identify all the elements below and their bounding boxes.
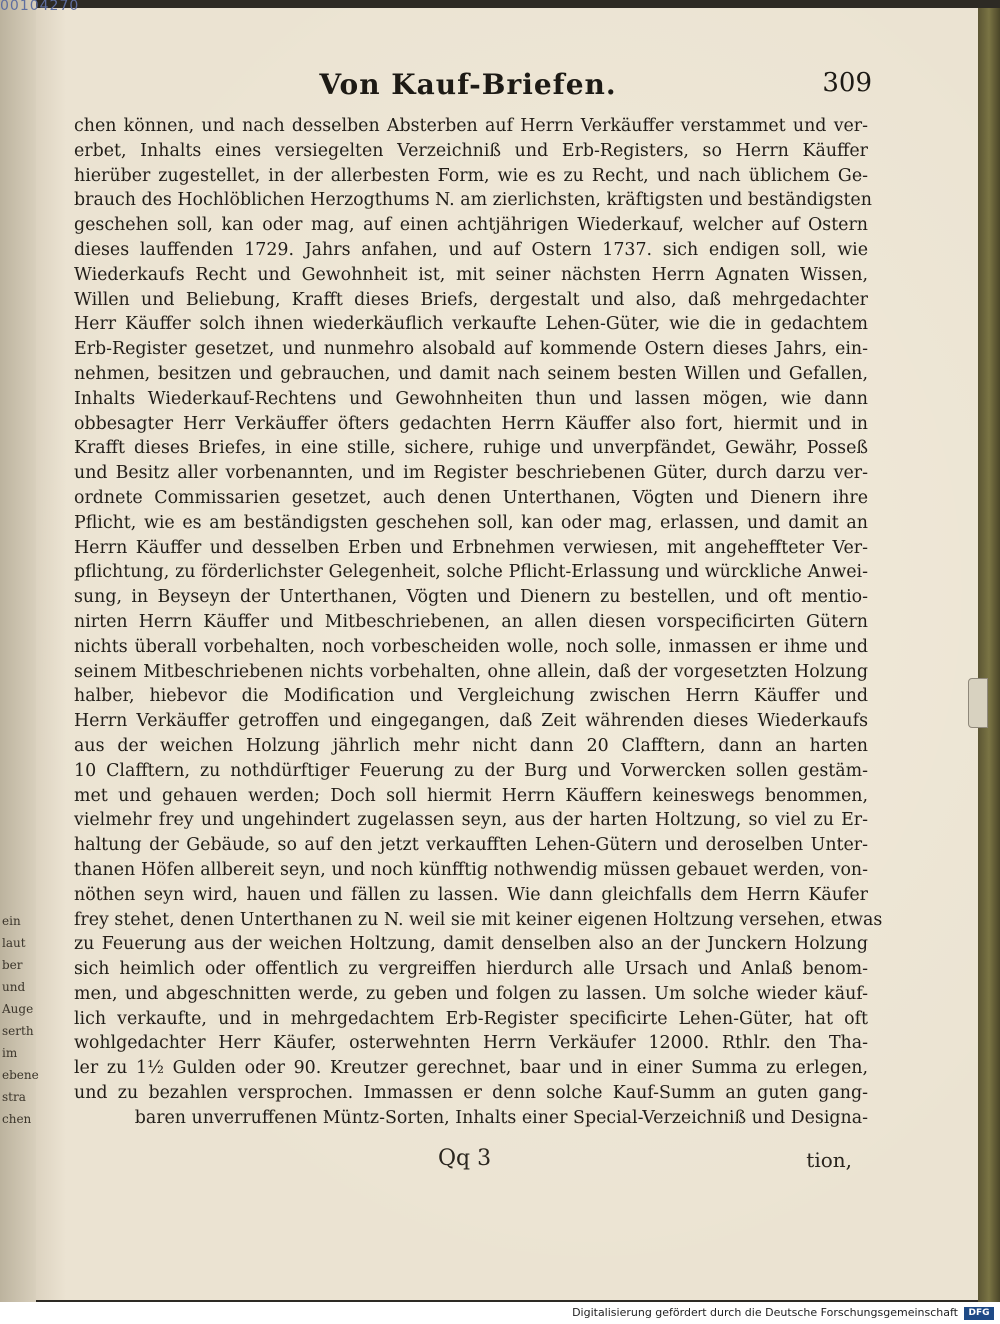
dfg-logo: DFG [964,1307,994,1320]
margin-fragment: und [2,980,26,994]
text-line: Herr Käuffer solch ihnen wiederkäuflich verkaufte Lehen-Güter, wie die in gedachtem [74,314,868,335]
text-line: nöthen seyn wird, hauen und fällen zu lassen. Wie dann gleichfalls dem Herrn Käufer [74,884,868,905]
text-line: obbesagter Herr Verkäuffer öfters gedachten Herrn Käuffer also fort, hiermit und in [74,413,868,434]
library-stamp: 00104270 [0,0,80,14]
text-line: Willen und Beliebung, Krafft dieses Briefs, dergestalt und also, daß mehrgedachter [74,289,868,310]
text-line: brauch des Hochlöblichen Herzogthums N. am zierlichsten, kräftigsten und beständigsten [74,190,872,211]
text-line: met und gehauen werden; Doch soll hiermit Herrn Käuffern keineswegs benommen, [74,785,868,806]
paper-page [8,8,980,1300]
text-line: seinem Mitbeschriebenen nichts vorbehalten, ohne allein, daß der vorgesetzten Holzung [74,661,868,682]
margin-fragment: chen [2,1112,32,1126]
text-line: men, und abgeschnitten werde, zu geben und folgen zu lassen. Um solche wieder käuf- [74,983,868,1004]
text-line: ler zu 1½ Gulden oder 90. Kreutzer gerechnet, baar und in einer Summa zu erlegen, [74,1058,868,1079]
text-line: haltung der Gebäude, so auf den jetzt verkaufften Lehen-Gütern und deroselben Unter- [74,835,868,856]
margin-fragment: stra [2,1090,26,1104]
text-line: und Besitz aller vorbenannten, und im Register beschriebenen Güter, durch darzu ver- [74,463,868,484]
text-line: geschehen soll, kan oder mag, auf einen achtjährigen Wiederkauf, welcher auf Ostern [74,215,868,236]
page-title: Von Kauf-Briefen. [319,68,617,101]
margin-fragment: im [2,1046,18,1060]
body-text [74,114,883,1131]
text-line: nehmen, besitzen und gebrauchen, und damit nach seinem besten Willen und Gefallen, [74,363,868,384]
text-line: nichts überall vorbehalten, noch vorbescheiden wolle, noch solle, inmassen er ihme und [74,636,868,657]
text-line: nirten Herrn Käuffer und Mitbeschriebenen, an allen diesen vorspecificirten Gütern [74,611,868,632]
text-line: Krafft dieses Briefes, in eine stille, sichere, ruhige und unverpfändet, Gewähr, Posseß [74,438,868,459]
text-line: ordnete Commissarien gesetzet, auch denen Unterthanen, Vögten und Dienern ihre [74,487,868,508]
text-line: halber, hiebevor die Modification und Vergleichung zwischen Herrn Käuffer und [74,686,868,707]
text-line: chen können, und nach desselben Absterben auf Herrn Verkäuffer verstammet und ver- [74,116,868,136]
page-clip [968,678,988,728]
text-line: Herrn Käuffer und desselben Erben und Erbnehmen verwiesen, mit angeheffteter Ver- [74,537,868,558]
book-edge [978,8,1000,1302]
text-line: Inhalts Wiederkauf-Rechtens und Gewohnheiten thun und lassen mögen, wie dann [74,388,868,409]
text-line: lich verkaufte, und in mehrgedachtem Erb-Register specificirte Lehen-Güter, hat oft [74,1008,868,1029]
text-line: Wiederkaufs Recht und Gewohnheit ist, mit seiner nächsten Herrn Agnaten Wissen, [74,264,868,285]
page-number: 309 [822,68,872,98]
margin-fragment: ebene [2,1068,39,1082]
footer-bar [0,1302,1000,1324]
text-line: und zu bezahlen versprochen. Immassen er denn solche Kauf-Summ an guten gang- [74,1083,868,1104]
text-line: Pflicht, wie es am beständigsten geschehen soll, kan oder mag, erlassen, und damit an [74,512,868,533]
text-line: sung, in Beyseyn der Unterthanen, Vögten und Dienern zu bestellen, und oft mentio- [74,587,868,608]
catchword: tion, [806,1148,852,1172]
previous-page-fragments [2,910,39,1130]
margin-fragment: ber [2,958,23,972]
text-line: thanen Höfen allbereit seyn, und noch künfftig nothwendig müssen gebauet werden, von- [74,859,868,880]
running-head [70,68,872,108]
margin-fragment: ein [2,914,21,928]
text-line: frey stehet, denen Unterthanen zu N. weil sie mit keiner eigenen Holtzung versehen, etwas [74,909,883,930]
signature-mark: Qq 3 [438,1146,492,1171]
text-line: 10 Clafftern, zu nothdürftiger Feuerung zu der Burg und Vorwercken sollen gestäm- [74,760,868,781]
text-line: wohlgedachter Herr Käufer, osterwehnten Herrn Verkäufer 12000. Rthlr. den Tha- [74,1033,868,1054]
text-line: pflichtung, zu förderlichster Gelegenheit, solche Pflicht-Erlassung und würckliche Anwei- [74,562,868,583]
text-line: vielmehr frey und ungehindert zugelassen seyn, aus der harten Holtzung, so viel zu Er- [74,810,868,831]
text-line: Erb-Register gesetzet, und nunmehro alsobald auf kommende Ostern dieses Jahrs, ein- [74,339,868,360]
margin-fragment: Auge [2,1002,34,1016]
funding-notice: Digitalisierung gefördert durch die Deutsche Forschungsgemeinschaft [572,1306,958,1319]
text-line: hierüber zugestellet, in der allerbesten Form, wie es zu Recht, und nach üblichem Ge- [74,165,868,186]
text-line: erbet, Inhalts eines versiegelten Verzeichniß und Erb-Registers, so Herrn Käuffer [74,140,868,161]
text-line: dieses lauffenden 1729. Jahrs anfahen, und auf Ostern 1737. sich endigen soll, wie [74,239,868,260]
text-line: zu Feuerung aus der weichen Holtzung, damit denselben also an der Junckern Holzung [74,934,868,955]
margin-fragment: laut [2,936,26,950]
text-line: aus der weichen Holzung jährlich mehr nicht dann 20 Clafftern, dann an harten [74,735,868,756]
text-line: baren unverruffenen Müntz-Sorten, Inhalts einer Special-Verzeichniß und Designa- [134,1107,868,1128]
text-line: sich heimlich oder offentlich zu vergreiffen hierdurch alle Ursach und Anlaß benom- [74,959,868,980]
margin-fragment: serth [2,1024,34,1038]
text-line: Herrn Verkäuffer getroffen und eingegangen, daß Zeit währenden dieses Wiederkaufs [74,711,868,732]
previous-page-edge [0,0,80,1302]
